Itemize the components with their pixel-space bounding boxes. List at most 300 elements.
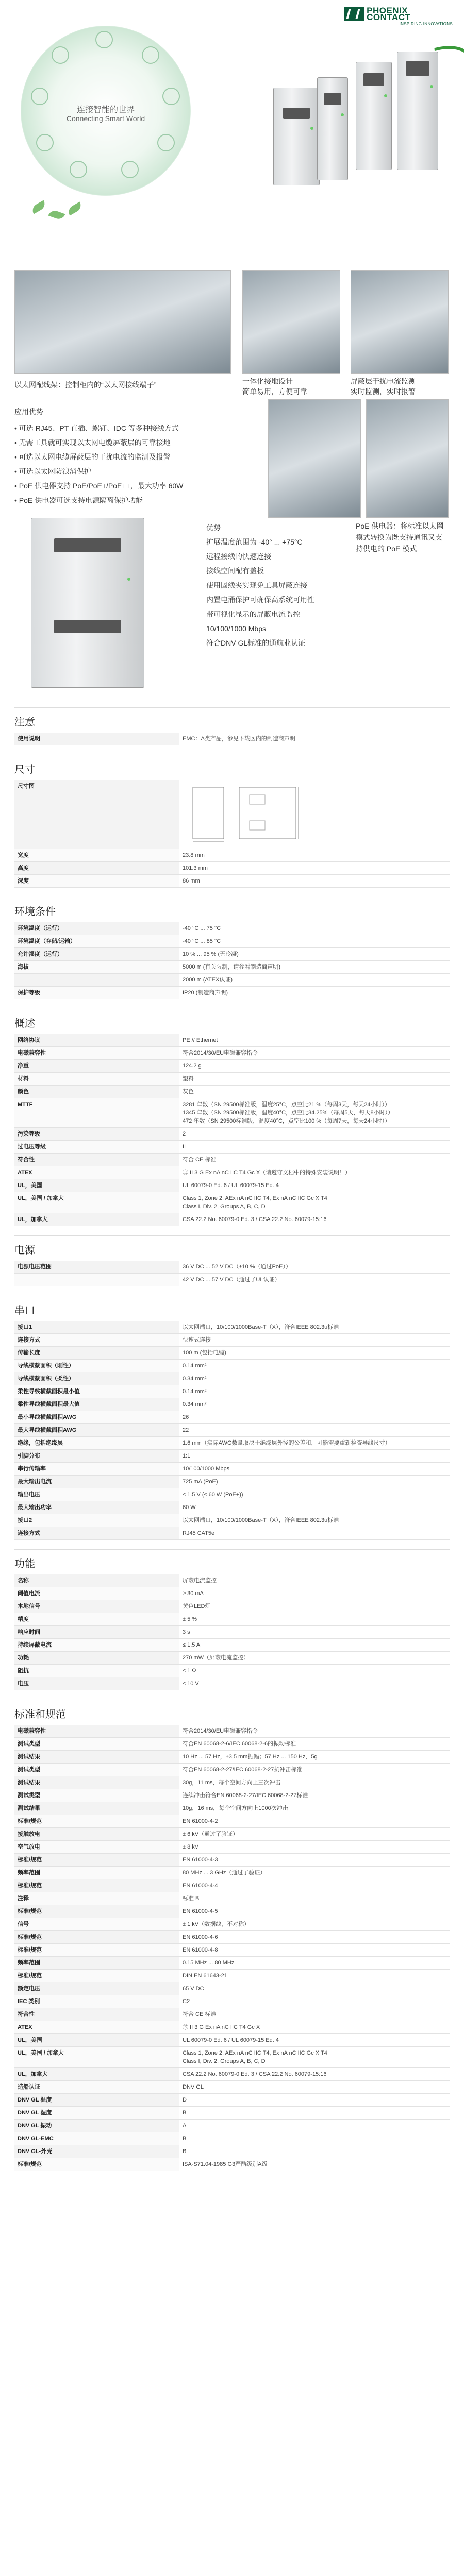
spec-key: ATEX xyxy=(14,1166,179,1179)
spec-key: 深度 xyxy=(14,875,179,888)
table-row xyxy=(14,1098,450,1128)
table-row xyxy=(14,974,450,987)
spec-key: 接口2 xyxy=(14,1514,179,1527)
table-row xyxy=(14,1488,450,1501)
spec-value: 10g，16 ms，每个空间方向上1000次冲击 xyxy=(179,1802,450,1815)
lightbulb-icon xyxy=(70,161,87,178)
spec-value: Ⓔ II 3 G Ex nA nC IIC T4 Gc X（请遵守文档中的特殊安装说明！） xyxy=(179,1166,450,1179)
spec-key: 绝缘，包括绝缘层 xyxy=(14,1437,179,1450)
spec-value: 2000 m (ATEX认证) xyxy=(179,974,450,987)
spec-key xyxy=(14,974,179,987)
spec-value: 10/100/1000 Mbps xyxy=(179,1463,450,1476)
spec-key xyxy=(14,1274,179,1286)
spec-value: B xyxy=(179,2145,450,2158)
table-row xyxy=(14,1411,450,1424)
spec-key: 使用说明 xyxy=(14,733,179,745)
spec-section xyxy=(0,1009,464,1226)
spec-value: 100 m (包括电缆) xyxy=(179,1347,450,1360)
table-row xyxy=(14,1463,450,1476)
spec-value: 灰色 xyxy=(179,1086,450,1098)
spec-key: 测试结果 xyxy=(14,1802,179,1815)
spec-key: 接口1 xyxy=(14,1321,179,1334)
table-row xyxy=(14,1828,450,1841)
spec-table xyxy=(14,733,450,745)
spec-table xyxy=(14,780,450,888)
hero-banner xyxy=(0,0,464,270)
spec-value: 42 V DC ... 57 V DC（通过了UL认证） xyxy=(179,1274,450,1286)
car-icon xyxy=(36,134,54,151)
section-title: 功能 xyxy=(14,1558,35,1570)
spec-key: 精度 xyxy=(14,1613,179,1626)
spec-key: 保护等级 xyxy=(14,987,179,999)
table-row xyxy=(14,1751,450,1764)
spec-key: 最大导线横截面积AWG xyxy=(14,1424,179,1437)
table-row xyxy=(14,2047,450,2068)
spec-table xyxy=(14,1725,450,2171)
spec-value: 10 Hz ... 57 Hz，±3.5 mm振幅；57 Hz ... 150 Hz，5g xyxy=(179,1751,450,1764)
factory-icon xyxy=(95,31,113,48)
spec-key: 标准/规范 xyxy=(14,1879,179,1892)
advantage-item: 使用固线夹实现免工具屏蔽连接 xyxy=(206,581,307,589)
poe-note: PoE 供电器：将标准以太网模式转换为既支持通讯又支持供电的 PoE 模式 xyxy=(356,522,444,553)
spec-key: 标准/规范 xyxy=(14,1944,179,1957)
spec-key: 高度 xyxy=(14,862,179,875)
table-row xyxy=(14,1192,450,1213)
spec-value: Ⓔ II 3 G Ex nA nC IIC T4 Gc X xyxy=(179,2021,450,2034)
advantage-item: 内置电涌保护可确保高系统可用性 xyxy=(206,596,314,604)
spec-key: 电压 xyxy=(14,1677,179,1690)
table-row xyxy=(14,961,450,974)
spec-key: 符合性 xyxy=(14,2008,179,2021)
table-row xyxy=(14,1261,450,1274)
spec-table xyxy=(14,922,450,999)
spec-key: 最小导线横截面积AWG xyxy=(14,1411,179,1424)
spec-key: 最大输出功率 xyxy=(14,1501,179,1514)
table-row xyxy=(14,1944,450,1957)
spec-value: IP20 (制造商声明) xyxy=(179,987,450,999)
spec-value: 65 V DC xyxy=(179,1982,450,1995)
spec-value: 80 MHz ... 3 GHz（通过了验证） xyxy=(179,1867,450,1879)
section-title: 尺寸 xyxy=(14,764,35,775)
table-row xyxy=(14,1060,450,1073)
table-row xyxy=(14,1995,450,2008)
table-row xyxy=(14,948,450,961)
table-row xyxy=(14,1677,450,1690)
phoenix-logo-icon xyxy=(344,7,364,21)
spec-key: 环境温度（运行） xyxy=(14,922,179,935)
poe-device-photo xyxy=(366,399,449,518)
application-item: • PoE 供电器可选支持电源隔离保护功能 xyxy=(14,496,143,504)
table-row xyxy=(14,1854,450,1867)
spec-key: 功耗 xyxy=(14,1652,179,1665)
table-row xyxy=(14,1879,450,1892)
spec-value: 以太网端口，10/100/1000Base-T（X），符合IEEE 802.3u标准 xyxy=(179,1514,450,1527)
photo-label-monitoring: 屏蔽层干扰电流监测 实时监测，实时报警 xyxy=(351,377,416,396)
spec-value: ISA-S71.04-1985 G3严酷级别A级 xyxy=(179,2158,450,2171)
spec-key: 颜色 xyxy=(14,1086,179,1098)
spec-value: 连续冲击符合EN 60068-2-27/IEC 60068-2-27标准 xyxy=(179,1789,450,1802)
table-row xyxy=(14,1476,450,1488)
table-row xyxy=(14,1166,450,1179)
table-row xyxy=(14,1892,450,1905)
spec-value: RJ45 CAT5e xyxy=(179,1527,450,1540)
spec-value: 30g，11 ms，每个空间方向上三次冲击 xyxy=(179,1776,450,1789)
spec-key: DNV GL 温度 xyxy=(14,2094,179,2107)
table-row xyxy=(14,2068,450,2081)
leaf-decoration-icon xyxy=(67,201,84,215)
spec-table xyxy=(14,1034,450,1226)
cabinet-photo xyxy=(14,270,231,374)
spec-key: 阈值电流 xyxy=(14,1587,179,1600)
section-title: 概述 xyxy=(14,1018,35,1029)
table-row xyxy=(14,1360,450,1372)
spec-value: ± 8 kV xyxy=(179,1841,450,1854)
table-row xyxy=(14,1789,450,1802)
hero-title-en: Connecting Smart World xyxy=(66,114,145,123)
spec-key: 接触放电 xyxy=(14,1828,179,1841)
shield-monitor-photo xyxy=(351,270,449,374)
table-row xyxy=(14,1179,450,1192)
spec-value: 101.3 mm xyxy=(179,862,450,875)
spec-key: 引脚分布 xyxy=(14,1450,179,1463)
section-divider xyxy=(14,707,450,708)
spec-section xyxy=(0,1296,464,1540)
spec-key: 测试类型 xyxy=(14,1764,179,1776)
spec-value: DNV GL xyxy=(179,2081,450,2094)
spec-key: 造船认证 xyxy=(14,2081,179,2094)
brand-name: PHOENIX CONTACT xyxy=(367,6,411,22)
spec-value: 10 % ... 95 % (无冷凝) xyxy=(179,948,450,961)
spec-value: ≤ 1.5 A xyxy=(179,1639,450,1652)
table-row xyxy=(14,1639,450,1652)
spec-key: 尺寸图 xyxy=(14,780,179,849)
table-row xyxy=(14,1141,450,1154)
spec-key: DNV GL 振动 xyxy=(14,2120,179,2132)
table-row xyxy=(14,1347,450,1360)
spec-key: 标准/规范 xyxy=(14,1854,179,1867)
table-row xyxy=(14,1931,450,1944)
spec-value: PE // Ethernet xyxy=(179,1034,450,1047)
table-row xyxy=(14,1600,450,1613)
spec-value: EN 61000-4-2 xyxy=(179,1815,450,1828)
spec-value: 2 xyxy=(179,1128,450,1141)
spec-key: 标准/规范 xyxy=(14,2158,179,2171)
table-row xyxy=(14,1918,450,1931)
table-row xyxy=(14,1154,450,1166)
application-title: 应用优势 xyxy=(14,408,43,416)
spec-value: ± 6 kV（通过了验证） xyxy=(179,1828,450,1841)
spec-value: ≤ 10 V xyxy=(179,1677,450,1690)
table-row xyxy=(14,1274,450,1286)
robot-icon xyxy=(121,161,139,178)
spec-key: 测试类型 xyxy=(14,1738,179,1751)
signal-icon xyxy=(162,88,180,105)
photo-row xyxy=(0,270,464,399)
spec-value: UL 60079-0 Ed. 6 / UL 60079-15 Ed. 4 xyxy=(179,1179,450,1192)
spec-value: Class 1, Zone 2, AEx nA nC IIC T4, Ex nA nC IIC Gc X T4 Class I, Div. 2, Groups A, B, C, D xyxy=(179,2047,450,2068)
table-row xyxy=(14,1047,450,1060)
spec-value: 124.2 g xyxy=(179,1060,450,1073)
spec-key: 空气放电 xyxy=(14,1841,179,1854)
table-row xyxy=(14,1334,450,1347)
spec-value: 1.6 mm（实际AWG数量取决于绝缘层外径的公差和，可能需要重新检查导线尺寸） xyxy=(179,1437,450,1450)
gear-icon xyxy=(31,88,48,105)
table-row xyxy=(14,1128,450,1141)
spec-key: 宽度 xyxy=(14,849,179,862)
product-large-image xyxy=(31,518,144,688)
spec-key: 额定电压 xyxy=(14,1982,179,1995)
spec-key: 环境温度（存储/运输） xyxy=(14,935,179,948)
spec-key: MTTF xyxy=(14,1098,179,1128)
spec-key: 电磁兼容性 xyxy=(14,1047,179,1060)
spec-value: EMC：A类产品，参见下载区内的制造商声明 xyxy=(179,733,450,745)
table-row xyxy=(14,1613,450,1626)
spec-key: 海拔 xyxy=(14,961,179,974)
spec-key: UL，美国 xyxy=(14,2034,179,2047)
spec-value: 符合 CE 标准 xyxy=(179,1154,450,1166)
table-row xyxy=(14,987,450,999)
poe-device-photo xyxy=(268,399,361,518)
spec-value: 26 xyxy=(179,1411,450,1424)
table-row xyxy=(14,1652,450,1665)
table-row xyxy=(14,1725,450,1738)
spec-key: 导线横截面积（柔性） xyxy=(14,1372,179,1385)
device-image xyxy=(273,88,320,185)
spec-key: 污染等级 xyxy=(14,1128,179,1141)
spec-value: ≤ 1 Ω xyxy=(179,1665,450,1677)
spec-key: 测试结果 xyxy=(14,1776,179,1789)
spec-value: ± 1 kV（数据线，不对称） xyxy=(179,1918,450,1931)
table-row xyxy=(14,1437,450,1450)
spec-value: 3281 年数（SN 29500标准版，温度25°C，点空比21 %（每周3天，每天24小时）） 1345 年数（SN 29500标准版，温度40°C，点空比34.25%（每周5天，每天8小时）） 472 年数（SN 29500标准版，温度40°C，点空比100 %（每周7天，每天24小时）） xyxy=(179,1098,450,1128)
spec-key: 电磁兼容性 xyxy=(14,1725,179,1738)
spec-value: -40 °C ... 75 °C xyxy=(179,922,450,935)
spec-key: DNV GL-EMC xyxy=(14,2132,179,2145)
spec-key: 本地信号 xyxy=(14,1600,179,1613)
spec-section xyxy=(0,1235,464,1286)
spec-key: 导线横截面积（刚性） xyxy=(14,1360,179,1372)
spec-key: 响应时间 xyxy=(14,1626,179,1639)
advantage-item: 远程接线的快速连接 xyxy=(206,552,271,561)
table-row xyxy=(14,1424,450,1437)
table-row xyxy=(14,1982,450,1995)
application-item: • 可选以太网防浪涌保护 xyxy=(14,467,91,476)
application-item: • 无需工具就可实现以太网电缆屏蔽层的可靠接地 xyxy=(14,438,171,447)
section-divider xyxy=(14,1235,450,1236)
spec-value: EN 61000-4-8 xyxy=(179,1944,450,1957)
section-title: 标准和规范 xyxy=(14,1709,66,1720)
spec-value: 725 mA (PoE) xyxy=(179,1476,450,1488)
spec-key: 电源电压范围 xyxy=(14,1261,179,1274)
table-row xyxy=(14,1970,450,1982)
spec-key: 标准/规范 xyxy=(14,1815,179,1828)
table-row xyxy=(14,1665,450,1677)
spec-key: DNV GL-外壳 xyxy=(14,2145,179,2158)
spec-value: 36 V DC ... 52 V DC（±10 %（通过PoE）） xyxy=(179,1261,450,1274)
table-row xyxy=(14,849,450,862)
spec-value: 5000 m (有关限制，请参看制造商声明) xyxy=(179,961,450,974)
table-row xyxy=(14,862,450,875)
photo-label-patch-panel: 以太网配线架：控制柜内的“以太网接线端子” xyxy=(14,381,157,389)
spec-value: 86 mm xyxy=(179,875,450,888)
spec-key: 允许湿度（运行） xyxy=(14,948,179,961)
spec-key: 输出电压 xyxy=(14,1488,179,1501)
spec-value: 黄色LED灯 xyxy=(179,1600,450,1613)
table-row xyxy=(14,780,450,849)
table-row xyxy=(14,922,450,935)
table-row xyxy=(14,1398,450,1411)
spec-table xyxy=(14,1321,450,1540)
spec-value: 符合2014/30/EU电磁兼容指令 xyxy=(179,1725,450,1738)
spec-key: 连接方式 xyxy=(14,1527,179,1540)
application-list xyxy=(14,404,183,507)
table-row xyxy=(14,1905,450,1918)
table-row xyxy=(14,1501,450,1514)
spec-key: 最大输出电流 xyxy=(14,1476,179,1488)
leaf-decoration-icon xyxy=(30,200,47,214)
spec-key: 频率范围 xyxy=(14,1867,179,1879)
spec-key: 柔性导线横截面积最小值 xyxy=(14,1385,179,1398)
table-row xyxy=(14,1626,450,1639)
spec-value: C2 xyxy=(179,1995,450,2008)
spec-value: 23.8 mm xyxy=(179,849,450,862)
spec-value: A xyxy=(179,2120,450,2132)
spec-value: 0.15 MHz ... 80 MHz xyxy=(179,1957,450,1970)
section-title: 电源 xyxy=(14,1245,35,1256)
table-row xyxy=(14,1841,450,1854)
spec-key: 材料 xyxy=(14,1073,179,1086)
brand-logo[interactable] xyxy=(344,7,453,26)
network-icon xyxy=(52,46,69,64)
spec-value: II xyxy=(179,1141,450,1154)
spec-value: ≥ 30 mA xyxy=(179,1587,450,1600)
spec-key: DNV GL 湿度 xyxy=(14,2107,179,2120)
section-title: 环境条件 xyxy=(14,906,56,918)
cloud-icon xyxy=(142,46,159,64)
table-row xyxy=(14,2107,450,2120)
table-row xyxy=(14,1321,450,1334)
table-row xyxy=(14,2094,450,2107)
dimension-drawing-icon xyxy=(183,782,306,844)
table-row xyxy=(14,2132,450,2145)
spec-value: Class 1, Zone 2, AEx nA nC IIC T4, Ex nA nC IIC Gc X T4 Class I, Div. 2, Groups A, B, C, D xyxy=(179,1192,450,1213)
table-row xyxy=(14,875,450,888)
spec-value: CSA 22.2 No. 60079-0 Ed. 3 / CSA 22.2 No. 60079-15:16 xyxy=(179,2068,450,2081)
spec-key: UL，加拿大 xyxy=(14,1213,179,1226)
spec-value: 符合EN 60068-2-27/IEC 60068-2-27抗冲击标准 xyxy=(179,1764,450,1776)
advantage-item: 接线空间配有盖板 xyxy=(206,567,264,575)
spec-key: 持续屏蔽电流 xyxy=(14,1639,179,1652)
spec-value: DIN EN 61643-21 xyxy=(179,1970,450,1982)
spec-value: 1:1 xyxy=(179,1450,450,1463)
spec-section xyxy=(0,707,464,745)
table-row xyxy=(14,2034,450,2047)
table-row xyxy=(14,2120,450,2132)
spec-value: 270 mW（屏蔽电流监控） xyxy=(179,1652,450,1665)
spec-value: ± 5 % xyxy=(179,1613,450,1626)
spec-key: 注释 xyxy=(14,1892,179,1905)
table-row xyxy=(14,2081,450,2094)
hero-title-cn: 连接智能的世界 xyxy=(76,106,135,114)
table-row xyxy=(14,1450,450,1463)
spec-value: 0.14 mm² xyxy=(179,1385,450,1398)
advantage-item: 符合DNV GL标准的通航业认证 xyxy=(206,639,306,647)
spec-value: 60 W xyxy=(179,1501,450,1514)
spec-key: 串行传输率 xyxy=(14,1463,179,1476)
spec-key: 传输长度 xyxy=(14,1347,179,1360)
table-row xyxy=(14,1034,450,1047)
table-row xyxy=(14,2008,450,2021)
table-row xyxy=(14,1776,450,1789)
table-row xyxy=(14,1385,450,1398)
spec-value: 塑料 xyxy=(179,1073,450,1086)
spec-value: 22 xyxy=(179,1424,450,1437)
table-row xyxy=(14,1372,450,1385)
spec-key: 名称 xyxy=(14,1574,179,1587)
application-item: • 可选以太网电缆屏蔽层的干扰电流的监测及报警 xyxy=(14,453,171,461)
spec-table xyxy=(14,1574,450,1690)
spec-key: 柔性导线横截面积最大值 xyxy=(14,1398,179,1411)
leaf-decoration-icon xyxy=(48,209,65,221)
spec-value: D xyxy=(179,2094,450,2107)
spec-key: 网络协议 xyxy=(14,1034,179,1047)
spec-value: 以太网端口，10/100/1000Base-T（X），符合IEEE 802.3u标准 xyxy=(179,1321,450,1334)
spec-value: 符合 CE 标准 xyxy=(179,2008,450,2021)
spec-key: UL，加拿大 xyxy=(14,2068,179,2081)
table-row xyxy=(14,1527,450,1540)
table-row xyxy=(14,1213,450,1226)
spec-key: ATEX xyxy=(14,2021,179,2034)
advantage-item: 10/100/1000 Mbps xyxy=(206,624,266,633)
spec-value: CSA 22.2 No. 60079-0 Ed. 3 / CSA 22.2 No. 60079-15:16 xyxy=(179,1213,450,1226)
spec-section xyxy=(0,1700,464,2171)
globe-graphic xyxy=(21,26,191,196)
table-row xyxy=(14,1073,450,1086)
spec-sections xyxy=(0,707,464,2171)
table-row xyxy=(14,1086,450,1098)
table-row xyxy=(14,2158,450,2171)
spec-value: -40 °C ... 85 °C xyxy=(179,935,450,948)
spec-key: UL，美国 / 加拿大 xyxy=(14,1192,179,1213)
spec-value: 0.14 mm² xyxy=(179,1360,450,1372)
spec-value: B xyxy=(179,2132,450,2145)
spec-key: 标准/规范 xyxy=(14,1905,179,1918)
grounding-photo xyxy=(242,270,340,374)
spec-key: 净重 xyxy=(14,1060,179,1073)
advantage-item: 扩展温度范围为 -40° ... +75°C xyxy=(206,538,303,546)
spec-key: 频率范围 xyxy=(14,1957,179,1970)
spec-key: 符合性 xyxy=(14,1154,179,1166)
advantage-item: 带可视化显示的屏蔽电流监控 xyxy=(206,610,300,618)
table-row xyxy=(14,1514,450,1527)
spec-value: UL 60079-0 Ed. 6 / UL 60079-15 Ed. 4 xyxy=(179,2034,450,2047)
spec-key: 过电压等级 xyxy=(14,1141,179,1154)
application-item: • 可选 RJ45、PT 直插、螺钉、IDC 等多种接线方式 xyxy=(14,424,179,432)
features-area xyxy=(0,399,464,698)
spec-section xyxy=(0,1549,464,1690)
spec-key: 标准/规范 xyxy=(14,1931,179,1944)
spec-value: B xyxy=(179,2107,450,2120)
table-row xyxy=(14,1815,450,1828)
spec-value: 0.34 mm² xyxy=(179,1398,450,1411)
table-row xyxy=(14,1738,450,1751)
spec-section xyxy=(0,897,464,999)
table-row xyxy=(14,2145,450,2158)
spec-key: 连接方式 xyxy=(14,1334,179,1347)
application-item: • PoE 供电器支持 PoE/PoE+/PoE++，最大功率 60W xyxy=(14,482,184,490)
spec-value: 快速式连接 xyxy=(179,1334,450,1347)
table-row xyxy=(14,1957,450,1970)
